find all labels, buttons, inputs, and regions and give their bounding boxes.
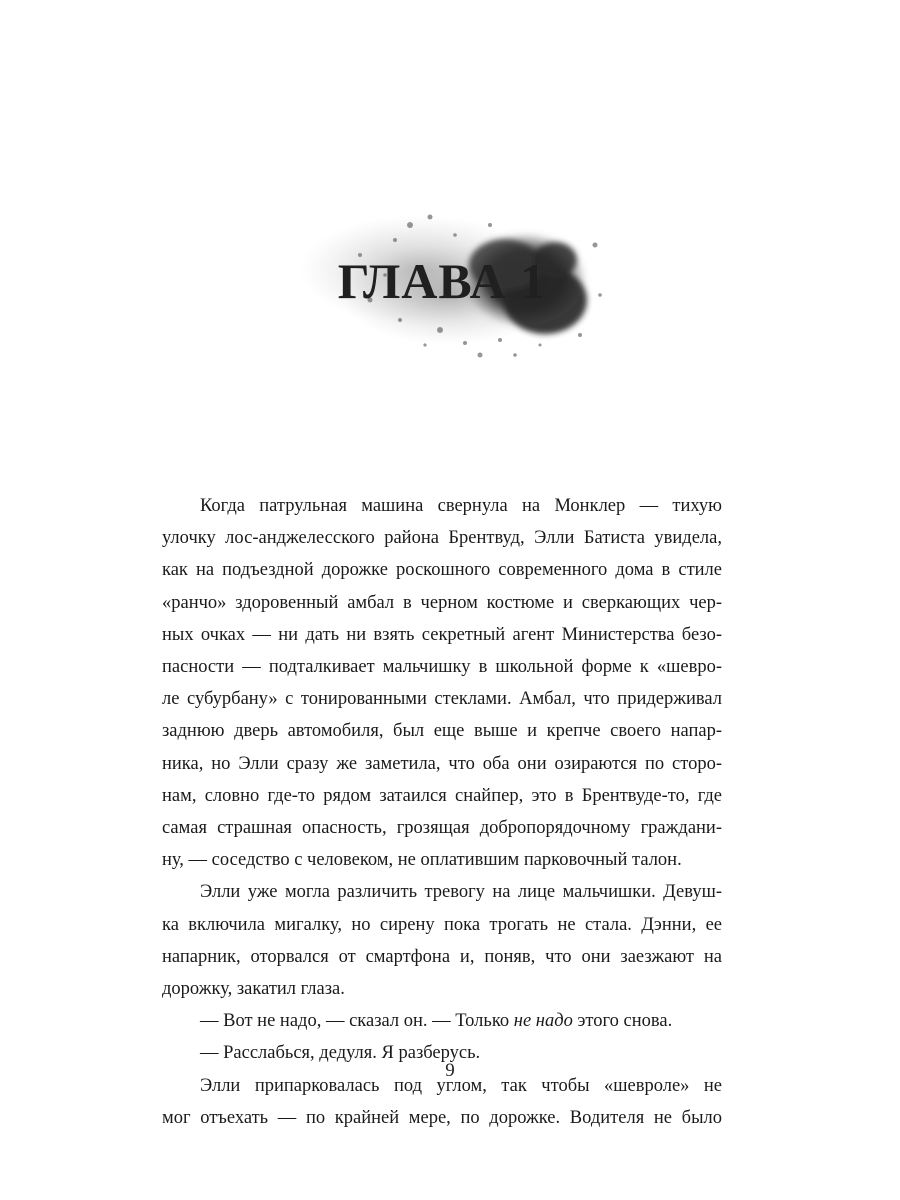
text-line: мог отъехать — по крайней мере, по дорожке. Водителя не было [162,1107,722,1128]
text-line: ка включила мигалку, но сирену пока трогать не стала. Дэнни, ее [162,914,722,935]
dialogue-text: этого снова. [572,1011,673,1032]
text-line: Элли уже могла различить тревогу на лице мальчишки. Девуш- [200,882,722,903]
text-line: ных очках — ни дать ни взять секретный агент Министерства безо- [162,624,722,645]
text-line: «ранчо» здоровенный амбал в черном костюме и сверкающих чер- [162,592,722,613]
text-line: ле субурбану» с тонированными стеклами. Амбал, что придерживал [162,689,722,710]
text-line [162,1005,722,1037]
text-line: ника, но Элли сразу же заметила, что оба они озираются по сторо- [162,753,722,774]
text-line: самая страшная опасность, грозящая добропорядочному граждани- [162,818,722,839]
text-line: Когда патрульная машина свернула на Монклер — тихую [200,496,722,516]
text-line: нам, словно где-то рядом затаился снайпер, это в Брентвуде-то, где [162,785,722,806]
text-line: дорожку, закатил глаза. [162,979,345,1000]
text-line: заднюю дверь автомобиля, был еще выше и крепче своего напар- [162,721,722,742]
emphasis-text: не надо [513,1011,573,1032]
body-text [162,490,722,1134]
text-line: пасности — подталкивает мальчишку в школьной форме к «шевро- [162,657,722,678]
paragraph-1 [162,490,722,876]
text-line: напарник, оторвался от смартфона и, поняв, что они заезжают на [162,946,722,967]
text-line: улочку лос-анджелесского района Брентвуд, Элли Батиста увидела, [162,528,722,549]
text-line: — Расслабься, дедуля. Я разберусь. [200,1043,481,1064]
text-line: как на подъездной дорожке роскошного современного дома в стиле [162,560,722,581]
dialogue-text: — Вот не надо, — сказал он. — Только [200,1011,514,1032]
paragraph-2 [162,876,722,1005]
chapter-heading [300,205,620,375]
text-line: Элли припарковалась под углом, так чтобы «шевроле» не [200,1075,722,1096]
page-number: 9 [445,1060,455,1081]
text-line: ну, — соседство с человеком, не оплатившим парковочный талон. [162,850,682,871]
chapter-title: ГЛАВА 1 [337,253,547,309]
dialogue-line-1 [162,1005,722,1037]
